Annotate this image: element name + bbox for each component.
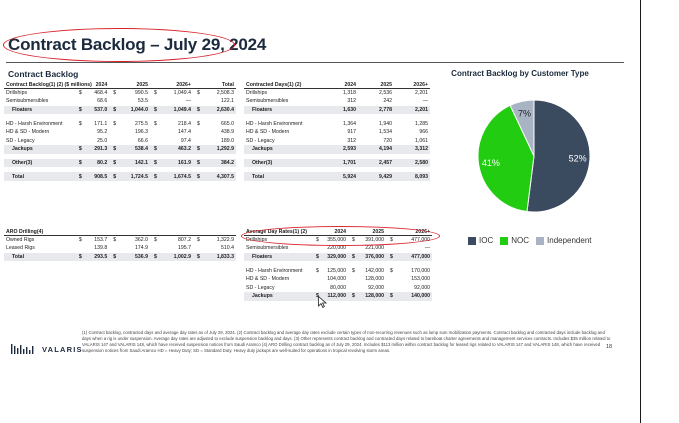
column-header: 2025 — [356, 227, 386, 236]
valaris-logo-mark-icon — [10, 343, 38, 355]
row-label: HD & SD - Modern — [246, 276, 290, 283]
value-cell: 128,000 — [356, 292, 386, 301]
row-label: Leased Rigs — [6, 245, 35, 252]
table-row — [4, 128, 236, 137]
value-cell: 147.4 — [177, 129, 191, 136]
value-cell: 2,580 — [394, 159, 430, 168]
legend-swatch — [468, 237, 476, 245]
row-label: Floaters — [4, 106, 75, 115]
value-cell: 1,049.4 — [173, 90, 191, 97]
currency-symbol: $ — [154, 237, 157, 244]
row-label: HD - Harsh Environment — [246, 120, 303, 127]
value-cell: 2,630.4 — [202, 106, 236, 115]
currency-symbol — [193, 97, 202, 106]
value-cell: 218.4 — [177, 120, 191, 127]
row-label: Owned Rigs — [6, 237, 35, 244]
table-row — [244, 266, 432, 275]
value-cell: 195.7 — [177, 245, 191, 252]
table-header-row — [244, 80, 430, 89]
table-total-row — [244, 159, 430, 168]
currency-symbol: $ — [150, 106, 159, 115]
value-cell: 174.9 — [135, 245, 149, 252]
table-header-row — [4, 80, 236, 89]
row-label: Other(3) — [244, 159, 322, 168]
currency-symbol: $ — [109, 106, 118, 115]
table-total-row — [4, 145, 236, 154]
currency-symbol: $ — [75, 145, 84, 154]
value-cell: 391,000 — [365, 237, 384, 244]
legend-swatch — [536, 237, 544, 245]
currency-symbol: $ — [150, 159, 159, 168]
column-header: 2025 — [118, 80, 150, 89]
value-cell: 80.2 — [83, 159, 109, 168]
column-header-spacer — [193, 80, 202, 89]
value-cell: 438.9 — [221, 129, 234, 136]
currency-symbol: $ — [312, 253, 320, 262]
row-label: Drillships — [246, 90, 268, 97]
column-header-spacer — [150, 80, 159, 89]
value-cell: 153.7 — [94, 237, 108, 244]
value-cell: 1,364 — [343, 120, 356, 127]
value-cell: 312 — [347, 137, 356, 144]
value-cell: 917 — [347, 129, 356, 136]
currency-symbol — [348, 275, 356, 284]
table-row — [244, 119, 430, 128]
value-cell: 1,292.9 — [202, 145, 236, 154]
table-total-row — [4, 172, 236, 181]
currency-symbol: $ — [109, 145, 118, 154]
currency-symbol: $ — [196, 120, 200, 127]
value-cell: 53.5 — [137, 98, 149, 105]
column-header: 2026+ — [159, 80, 193, 89]
row-label: Total — [4, 253, 75, 262]
currency-symbol: $ — [75, 159, 84, 168]
currency-symbol — [193, 244, 202, 253]
legend-label: NOC — [511, 236, 530, 245]
currency-symbol: $ — [75, 172, 84, 181]
legend-item-noc — [500, 236, 529, 245]
value-cell: 196.3 — [135, 129, 149, 136]
value-cell: 1,534 — [379, 129, 392, 136]
value-cell: — — [424, 245, 430, 252]
table-total-row — [244, 292, 432, 301]
column-header: Contract Backlog(1) (2) ($ millions) — [4, 80, 75, 89]
currency-symbol — [386, 284, 394, 293]
legend-label: IOC — [479, 236, 494, 245]
value-cell: 2,593 — [322, 145, 358, 154]
valaris-logo — [10, 343, 83, 355]
value-cell: 66.6 — [137, 137, 149, 144]
currency-symbol — [150, 128, 159, 137]
value-cell: 221,000 — [365, 245, 384, 252]
value-cell: 1,630 — [322, 106, 358, 115]
value-cell: 312 — [347, 98, 356, 105]
value-cell: — — [185, 98, 191, 105]
row-label: Drillships — [246, 237, 268, 244]
value-cell: 97.4 — [180, 137, 191, 144]
section-title: Contract Backlog — [8, 69, 79, 79]
row-label: Total — [244, 172, 322, 181]
value-cell: 242 — [383, 98, 392, 105]
value-cell: 1,322.9 — [216, 237, 234, 244]
column-header-spacer — [109, 80, 118, 89]
currency-symbol — [193, 137, 202, 146]
value-cell: 384.2 — [202, 159, 236, 168]
contract-backlog-table — [4, 80, 236, 181]
value-cell: 538.4 — [118, 145, 150, 154]
column-header-spacer — [75, 227, 84, 236]
value-cell: 291.3 — [83, 145, 109, 154]
value-cell: 1,701 — [322, 159, 358, 168]
row-label: Semisubmersibles — [246, 98, 289, 105]
legend-label: Independent — [547, 236, 592, 245]
value-cell: 477,000 — [394, 253, 432, 262]
row-label: Drillships — [6, 90, 28, 97]
value-cell: 477,000 — [411, 237, 430, 244]
value-cell: 990.5 — [135, 90, 149, 97]
currency-symbol: $ — [316, 237, 319, 244]
column-header: ARO Drilling(4) — [4, 227, 75, 236]
currency-symbol — [109, 97, 118, 106]
currency-symbol: $ — [348, 292, 356, 301]
currency-symbol: $ — [316, 267, 319, 274]
table-row — [4, 244, 236, 253]
title-highlight-oval — [3, 28, 235, 62]
value-cell: 142.1 — [118, 159, 150, 168]
value-cell: 8,093 — [394, 172, 430, 181]
page-title: Contract Backlog – July 29, 2024 — [8, 35, 267, 54]
value-cell: 153,000 — [411, 276, 430, 283]
currency-symbol: $ — [78, 90, 82, 97]
currency-symbol: $ — [154, 90, 157, 97]
row-label: Floaters — [244, 106, 322, 115]
currency-symbol: $ — [75, 106, 84, 115]
pie-label-ioc: 52% — [568, 153, 587, 164]
pie-chart-title: Contract Backlog by Customer Type — [451, 69, 589, 78]
logo-text: VALARIS — [42, 344, 83, 354]
column-header-spacer — [193, 227, 202, 236]
table-row — [244, 89, 430, 98]
currency-symbol: $ — [150, 253, 159, 262]
legend-swatch — [500, 237, 508, 245]
value-cell: 220,000 — [327, 245, 346, 252]
value-cell: 1,044.0 — [118, 106, 150, 115]
row-label: Semisubmersibles — [246, 245, 289, 252]
aro-drilling-table — [4, 227, 236, 261]
value-cell: 80,000 — [330, 284, 346, 291]
column-header: Contracted Days(1) (2) — [244, 80, 322, 89]
value-cell: 2,457 — [358, 159, 394, 168]
currency-symbol: $ — [193, 172, 202, 181]
value-cell: 510.4 — [221, 245, 234, 252]
currency-symbol: $ — [109, 159, 118, 168]
value-cell: 95.2 — [97, 129, 108, 136]
currency-symbol: $ — [78, 120, 82, 127]
table-row — [244, 97, 430, 106]
column-header: 2026+ — [394, 80, 430, 89]
value-cell: 139.8 — [94, 245, 108, 252]
table-total-row — [4, 106, 236, 115]
legend-item-independent — [536, 236, 592, 245]
table-total-row — [244, 106, 430, 115]
value-cell: 1,002.9 — [159, 253, 193, 262]
value-cell: 140,000 — [394, 292, 432, 301]
row-label: SD - Legacy — [6, 137, 35, 144]
currency-symbol — [386, 275, 394, 284]
currency-symbol: $ — [109, 253, 118, 262]
value-cell: 2,201 — [415, 90, 428, 97]
row-label: HD & SD - Modern — [246, 129, 290, 136]
currency-symbol: $ — [348, 253, 356, 262]
value-cell: 966 — [419, 129, 428, 136]
column-header: Average Day Rates(1) (2) — [244, 227, 312, 236]
currency-symbol — [75, 137, 84, 146]
value-cell: 807.2 — [177, 237, 191, 244]
currency-symbol — [75, 97, 84, 106]
row-label: Jackups — [4, 145, 75, 154]
value-cell: 2,201 — [394, 106, 430, 115]
currency-symbol: $ — [154, 120, 157, 127]
column-header — [202, 227, 236, 236]
currency-symbol — [312, 284, 320, 293]
row-label: Semisubmersibles — [6, 98, 49, 105]
value-cell: 128,000 — [365, 276, 384, 283]
value-cell: 1,049.4 — [159, 106, 193, 115]
value-cell: 2,508.3 — [216, 90, 234, 97]
value-cell: 3,312 — [394, 145, 430, 154]
footnote: (1) Contract backlog, contracted days and average day rates as of July 29, 2024. (2) Contract backlog and average day rates exclude certain types of non-recurring revenues such as lump sum mobilization payments. Contract backlog and contracted days include backlog and days when a rig is under suspension. Average day rates are adjusted to exclude suspension backlog and days. (3) Other represents contract backlog and contracted days related to bareboat charter agreements and management services contracts. Includes $35 million related to VALARIS 147 and VALARIS 148, which have received suspension notices from Saudi Aramco (4) ARO Drilling contract backlog as of July 29, 2024. Includes $113 million within contract backlog for leased rigs related to VALARIS 147 and VALARIS 148, which have received suspension notices from Saudi Aramco HD = Heavy Duty; SD = Standard Duty. Heavy duty jackups are well-suited for operations in tropical revolving storm areas. — [82, 330, 611, 353]
value-cell: 142,000 — [365, 267, 384, 274]
value-cell: 1,061 — [415, 137, 428, 144]
currency-symbol: $ — [193, 145, 202, 154]
row-label: Floaters — [244, 253, 312, 262]
currency-symbol: $ — [113, 90, 117, 97]
value-cell: 908.5 — [83, 172, 109, 181]
row-label: Jackups — [244, 145, 322, 154]
currency-symbol — [109, 128, 118, 137]
currency-symbol — [150, 97, 159, 106]
title-divider — [6, 62, 624, 63]
currency-symbol — [150, 244, 159, 253]
currency-symbol — [312, 275, 320, 284]
value-cell: 720 — [383, 137, 392, 144]
value-cell: 104,000 — [327, 276, 346, 283]
value-cell: 275.5 — [135, 120, 149, 127]
currency-symbol: $ — [75, 253, 84, 262]
column-header — [159, 227, 193, 236]
value-cell: 376,000 — [356, 253, 386, 262]
value-cell: 92,000 — [414, 284, 430, 291]
currency-symbol: $ — [196, 90, 200, 97]
currency-symbol — [386, 244, 394, 253]
currency-symbol: $ — [78, 237, 82, 244]
currency-symbol: $ — [113, 237, 117, 244]
value-cell: 1,724.5 — [118, 172, 150, 181]
customer-type-pie-chart — [476, 98, 592, 214]
currency-symbol — [75, 128, 84, 137]
column-header — [83, 227, 109, 236]
row-label: Jackups — [244, 292, 312, 301]
currency-symbol: $ — [193, 253, 202, 262]
value-cell: 329,000 — [320, 253, 348, 262]
mouse-cursor-icon — [318, 296, 327, 308]
value-cell: 5,924 — [322, 172, 358, 181]
value-cell: 1,833.3 — [202, 253, 236, 262]
table-total-row — [244, 253, 432, 262]
column-header: 2026+ — [394, 227, 432, 236]
contracted-days-table — [244, 80, 430, 181]
value-cell: 9,429 — [358, 172, 394, 181]
table-row — [244, 128, 430, 137]
currency-symbol — [193, 128, 202, 137]
value-cell: 170,000 — [411, 267, 430, 274]
value-cell: 125,000 — [327, 267, 346, 274]
table-row — [244, 284, 432, 293]
table-row — [4, 89, 236, 98]
value-cell: 355,000 — [327, 237, 346, 244]
table-header-row — [4, 227, 236, 236]
table-total-row — [4, 159, 236, 168]
value-cell: 537.0 — [83, 106, 109, 115]
page-number: 18 — [606, 344, 613, 350]
currency-symbol: $ — [312, 292, 320, 301]
value-cell: 2,778 — [358, 106, 394, 115]
value-cell: 92,000 — [368, 284, 384, 291]
row-label: Other(3) — [4, 159, 75, 168]
currency-symbol: $ — [390, 237, 393, 244]
value-cell: 536.9 — [118, 253, 150, 262]
currency-symbol: $ — [150, 145, 159, 154]
window-edge-divider — [640, 0, 641, 423]
currency-symbol: $ — [386, 292, 394, 301]
value-cell: 468.4 — [94, 90, 108, 97]
row-label: HD - Harsh Environment — [246, 267, 303, 274]
value-cell: 665.0 — [221, 120, 234, 127]
table-row — [4, 137, 236, 146]
column-header: 2024 — [322, 80, 358, 89]
value-cell: 1,940 — [379, 120, 392, 127]
currency-symbol — [75, 244, 84, 253]
currency-symbol: $ — [113, 120, 117, 127]
currency-symbol — [348, 284, 356, 293]
value-cell: 1,285 — [415, 120, 428, 127]
table-row — [4, 119, 236, 128]
value-cell: 68.6 — [97, 98, 108, 105]
value-cell: 161.9 — [159, 159, 193, 168]
value-cell: 1,318 — [343, 90, 356, 97]
currency-symbol — [109, 137, 118, 146]
column-header — [118, 227, 150, 236]
value-cell: 2,536 — [379, 90, 392, 97]
column-header: 2024 — [320, 227, 348, 236]
pie-label-independent: 7% — [517, 108, 531, 119]
table-total-row — [244, 145, 430, 154]
value-cell: 112,000 — [320, 292, 348, 301]
value-cell: — — [422, 98, 428, 105]
value-cell: 4,194 — [358, 145, 394, 154]
value-cell: 293.5 — [83, 253, 109, 262]
currency-symbol: $ — [193, 106, 202, 115]
value-cell: 171.1 — [94, 120, 108, 127]
table-row — [244, 275, 432, 284]
currency-symbol — [109, 244, 118, 253]
currency-symbol: $ — [390, 267, 393, 274]
currency-symbol: $ — [193, 159, 202, 168]
value-cell: 463.2 — [159, 145, 193, 154]
row-label: SD - Legacy — [246, 137, 275, 144]
column-header-spacer — [109, 227, 118, 236]
row-label: HD & SD - Modern — [6, 129, 50, 136]
value-cell: 122.1 — [221, 98, 234, 105]
row-label: SD - Legacy — [246, 284, 275, 291]
value-cell: 362.0 — [135, 237, 149, 244]
row-label: Total — [4, 172, 75, 181]
value-cell: 189.0 — [221, 137, 234, 144]
table-total-row — [4, 253, 236, 262]
row-label: HD - Harsh Environment — [6, 120, 63, 127]
currency-symbol — [150, 137, 159, 146]
currency-symbol: $ — [352, 237, 355, 244]
table-row — [244, 137, 430, 146]
legend-item-ioc — [468, 236, 493, 245]
currency-symbol: $ — [196, 237, 200, 244]
table-total-row — [244, 172, 430, 181]
column-header: Total — [202, 80, 236, 89]
value-cell: 25.0 — [97, 137, 108, 144]
currency-symbol: $ — [109, 172, 118, 181]
column-header-spacer — [150, 227, 159, 236]
pie-legend — [468, 236, 592, 245]
value-cell: 1,674.5 — [159, 172, 193, 181]
table-row — [4, 97, 236, 106]
column-header: 2024 — [83, 80, 109, 89]
column-header: 2025 — [358, 80, 394, 89]
value-cell: 4,307.5 — [202, 172, 236, 181]
currency-symbol: $ — [352, 267, 355, 274]
currency-symbol: $ — [150, 172, 159, 181]
pie-label-noc: 41% — [481, 157, 500, 168]
table-row — [4, 236, 236, 245]
rates-header-highlight-oval — [241, 226, 440, 246]
currency-symbol: $ — [386, 253, 394, 262]
